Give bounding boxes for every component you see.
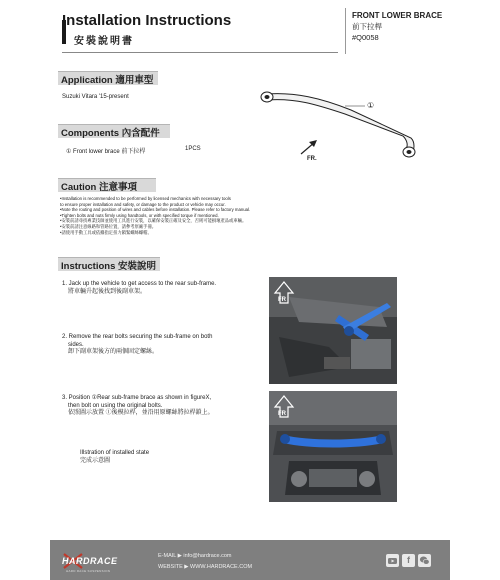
component-qty: 1PCS [185,146,201,152]
direction-label: FR. [307,156,317,162]
website-link[interactable]: WWW.HARDRACE.COM [190,564,253,570]
diagram-callout: ① [367,101,375,110]
direction-arrow-icon [301,140,317,154]
step-2-text-cont: sides. [68,341,84,348]
page-title: Installation Instructions [62,12,232,29]
application-heading-text: Application 適用車型 [61,75,154,86]
step-2 [62,334,262,357]
fr-arrow-icon [273,395,295,421]
step-3-text-zh: 依照圖示放置 ①後模拉桿，並沿用原螺絲將拉桿鎖上。 [68,410,214,416]
caution-line: •Tighten bolts and nuts firmly using handtools, or with specified torque if mentioned. [60,212,219,218]
instructions-heading-text: Instructions 安裝說明 [61,261,157,272]
subframe-photo [269,277,397,384]
wechat-icon[interactable] [418,554,431,567]
fr-label: FR [278,297,286,303]
fr-arrow-icon [273,281,295,307]
installed-state-text: Illstration of installed state [80,450,150,456]
facebook-icon[interactable]: f [402,554,415,567]
contact-email [158,553,232,559]
email-label: E-MAIL ▶ [158,553,182,559]
step-3-text: 3. Position ①Rear sub-frame brace as shown in figureX, [62,395,212,401]
caution-line: to ensure proper installation and safety, or damage to the product or vehicle may occur. [60,201,226,207]
footer-bar [50,540,450,580]
step-1-text: 1. Jack up the vehicle to get access to the rear sub-frame. [62,281,217,287]
step-2-text-zh: 卸下副車架後方的兩個固定螺絲。 [68,349,159,355]
product-name-zh: 前下拉桿 [352,22,382,31]
caution-line: •請使用手動工具或依據指定扭力鎖緊螺絲螺帽。 [60,229,152,235]
installed-brace-photo [269,391,397,502]
caution-line: •安裝前請尋找專業技師並使用工具進行安裝，以確保安裝正確及安全，否則可能損壞產品或車輛。 [60,218,247,224]
contact-website [158,564,252,570]
product-info-box [345,8,450,54]
components-heading-text: Components 內含配件 [61,128,160,139]
brace-diagram [255,84,455,164]
header-divider [62,52,338,53]
brace-drawing [261,92,415,157]
email-link[interactable]: info@hardrace.com [183,553,232,559]
installed-state-text-zh: 完成示意圖 [80,457,111,464]
caution-line: •Note the routing and position of wires and cables before installation. Please refer to factory manual. [60,207,251,213]
component-item: ① Front lower brace 前下拉桿 [66,149,146,155]
application-heading [58,71,158,85]
caution-heading [58,178,156,192]
logo-tagline: HARD RACE SUSPENSION [66,569,111,573]
caution-line: •安裝前請注意線路和管路位置，請參考原廠手冊。 [60,223,157,229]
youtube-icon[interactable] [386,554,399,567]
components-heading [58,124,170,138]
logo-wordmark: HARDRACE [62,556,118,566]
product-code: #Q0058 [352,33,379,42]
step-3-text-cont: then bolt on using the original bolts. [68,402,163,409]
fr-label: FR [278,411,286,417]
step-2-text: 2. Remove the rear bolts securing the sub-frame on both [62,334,213,340]
caution-line: •Installation is recommended to be performed by licensed mechanics with necessary tools [60,196,231,201]
step-1-text-zh: 將車輛升起後找到後副車架。 [68,288,147,295]
instructions-heading [58,257,160,271]
caution-list [60,196,340,235]
step-3 [62,395,267,418]
product-name: FRONT LOWER BRACE [352,11,443,20]
installed-state-caption [80,450,149,465]
hardrace-logo [60,550,132,572]
website-label: WEBSITE ▶ [158,564,189,570]
step-1 [62,281,262,296]
caution-heading-text: Caution 注意事項 [61,182,137,193]
page-title-zh: 安裝說明書 [74,36,134,47]
vehicle-fitment: Suzuki Vitara '15-present [62,94,129,100]
